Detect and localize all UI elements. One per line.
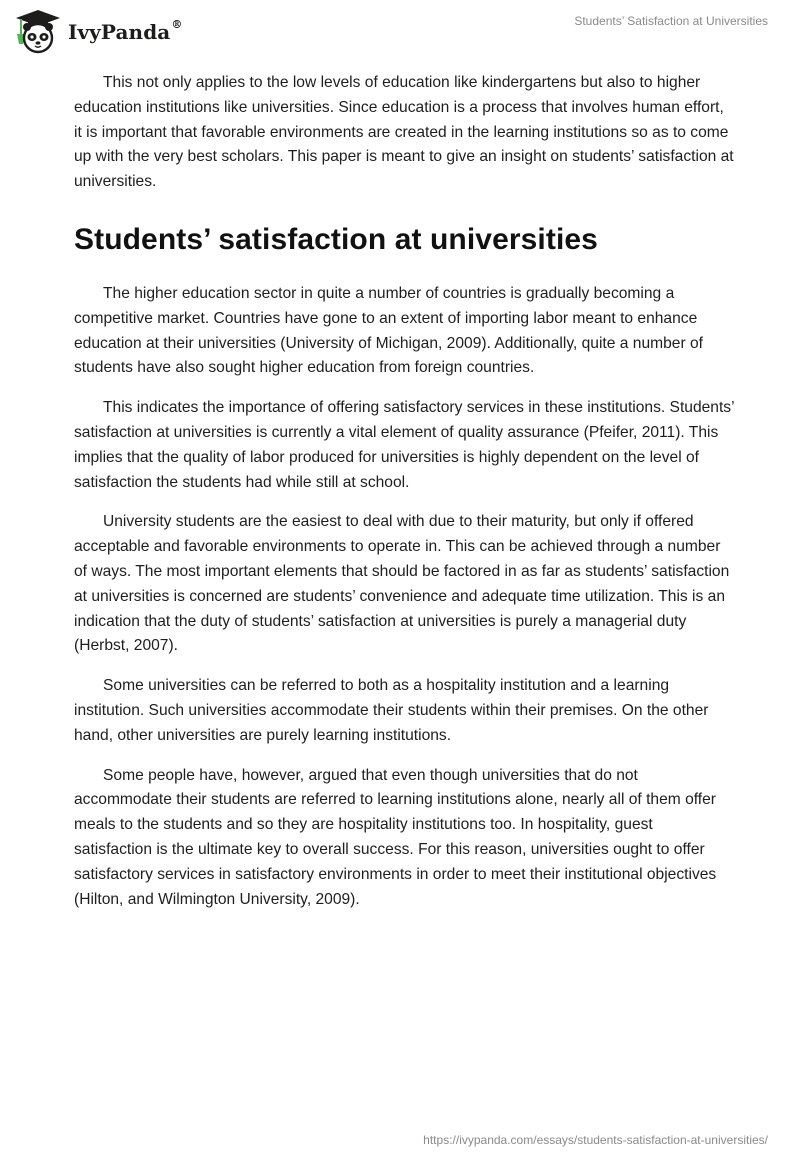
body-paragraph: This indicates the importance of offering satisfactory services in these institutions. Students’ satisfaction at universities is currently a vital element of quality assurance (Pfeifer, 2011). This implies that the quality of labor produced for universities is highly dependent on the level of satisfaction the students had while still at school. xyxy=(74,399,734,491)
body-paragraph: Some people have, however, argued that even though universities that do not accommodate their students are referred to learning institutions alone, nearly all of them offer meals to the students and so they are hospitality institutions too. In hospitality, guest satisfaction is the ultimate key to overall success. For this reason, universities ought to offer satisfactory services in satisfactory environments in order to meet their institutional objectives (Hilton, and Wilmington University, 2009). xyxy=(74,766,717,908)
essay-content xyxy=(74,71,734,927)
panda-graduate-icon xyxy=(14,8,62,54)
running-title: Students’ Satisfaction at Universities xyxy=(574,14,768,28)
brand-name: IvyPanda® xyxy=(68,18,183,44)
body-paragraph: The higher education sector in quite a number of countries is gradually becoming a competitive market. Countries have gone to an extent of importing labor meant to enhance education at their universities (University of Michigan, 2009). Additionally, quite a number of students have also sought higher education from foreign countries. xyxy=(74,284,703,377)
section-heading: Students’ satisfaction at universities xyxy=(74,222,598,256)
body-paragraph: Some universities can be referred to both as a hospitality institution and a learning institution. Such universities accommodate their students within their premises. On the other hand, other universities are purely learning institutions. xyxy=(74,677,709,744)
page-header xyxy=(0,0,800,60)
body-paragraph: University students are the easiest to deal with due to their maturity, but only if offered acceptable and favorable environments to operate in. This can be achieved through a number of ways. The most important elements that should be factored in as far as students’ satisfaction at universities is concerned are students’ convenience and adequate time utilization. This is an indication that the duty of students’ satisfaction at universities is purely a managerial duty (Herbst, 2007). xyxy=(74,513,730,655)
intro-paragraph: This not only applies to the low levels of education like kindergartens but also to higher education institutions like universities. Since education is a process that involves human effort, it is important that favorable environments are created in the learning institutions so as to come up with the very best scholars. This paper is meant to give an insight on students’ satisfaction at universities. xyxy=(74,74,734,191)
ivypanda-logo[interactable] xyxy=(14,8,182,54)
source-url[interactable]: https://ivypanda.com/essays/students-satisfaction-at-universities/ xyxy=(423,1133,768,1147)
